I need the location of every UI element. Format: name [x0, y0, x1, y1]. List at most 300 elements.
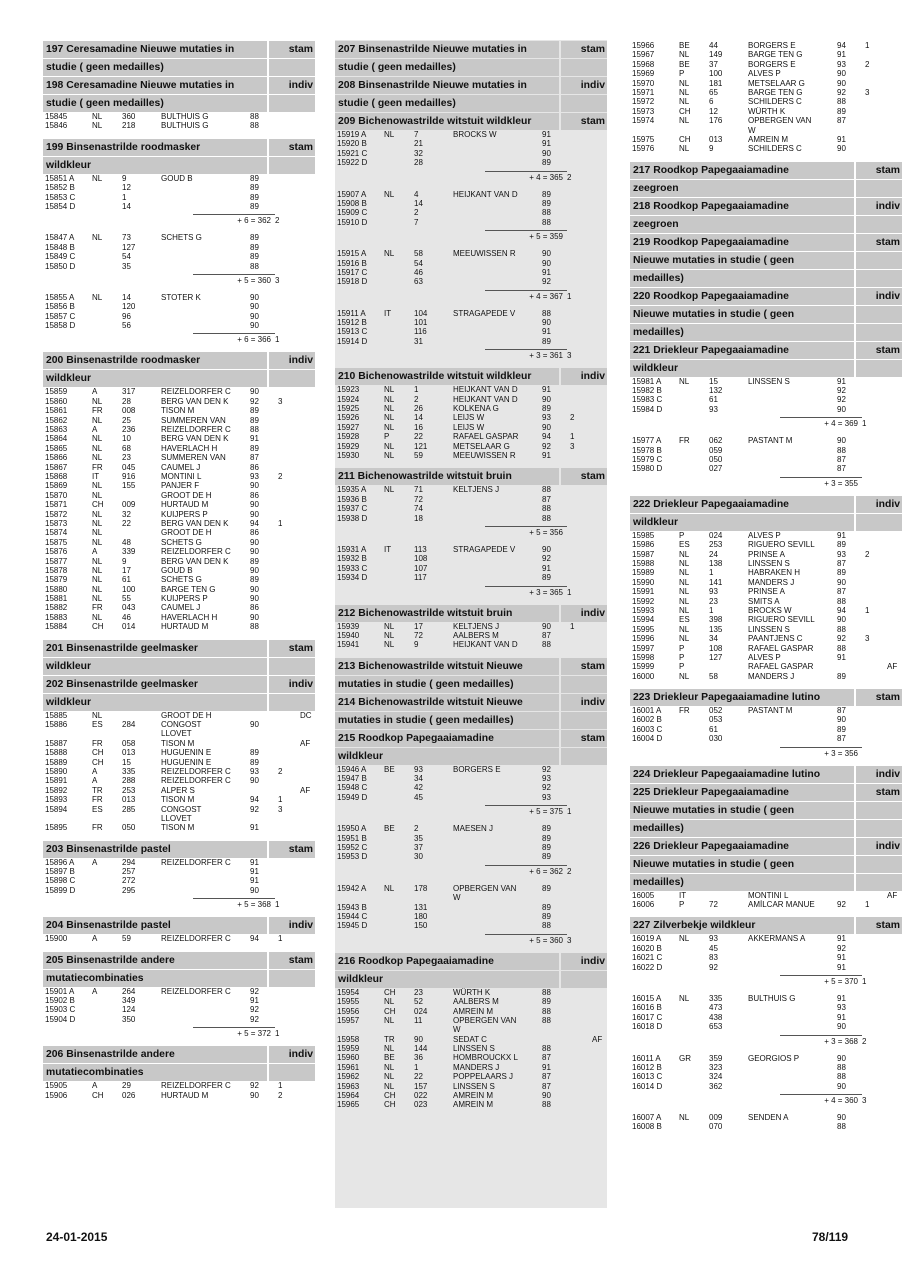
- exhibitor-name: [453, 921, 542, 930]
- entry-number: 15962: [337, 1072, 360, 1082]
- team-total: [335, 348, 607, 360]
- team-total: [43, 897, 315, 909]
- placing: [570, 573, 592, 582]
- award-code: [592, 834, 607, 843]
- team-placing: 2: [567, 172, 572, 182]
- placing: [865, 446, 887, 455]
- placing: [278, 575, 300, 584]
- country-code: CH: [92, 757, 104, 767]
- ring-number: 024: [414, 1006, 428, 1016]
- placing: [865, 662, 887, 671]
- entry-group: [43, 174, 315, 226]
- placing: [570, 451, 592, 460]
- country-code: A: [92, 425, 98, 435]
- placing: [570, 912, 592, 921]
- entry-row: [335, 640, 607, 649]
- points: 86: [250, 462, 259, 472]
- points: 90: [837, 78, 846, 88]
- entry-row: [43, 406, 315, 415]
- exhibitor-name: BORGERS E: [748, 59, 796, 69]
- award-code: [300, 528, 315, 537]
- entry-row: [335, 774, 607, 783]
- exhibitor-name: BARGE TEN G: [161, 584, 216, 594]
- award-code: [592, 640, 607, 649]
- country-code: NL: [384, 413, 395, 423]
- points: 87: [542, 1072, 551, 1082]
- award-code: AF: [592, 1034, 603, 1044]
- class-type-tag: stam: [856, 342, 902, 359]
- class-title: 217 Roodkop Papegaaiamadine: [630, 162, 854, 179]
- entry-row: [630, 464, 902, 473]
- points: 89: [542, 997, 551, 1007]
- placing: 2: [278, 766, 283, 776]
- placing: [278, 481, 300, 490]
- entry-row: [630, 116, 902, 125]
- class-title: 204 Binsenastrilde pastel: [43, 917, 267, 934]
- ring-number: 23: [122, 453, 131, 463]
- points: 90: [837, 715, 846, 725]
- ring-number: 22: [414, 432, 423, 442]
- award-code: [300, 748, 315, 757]
- award-code: [592, 793, 607, 802]
- entry-number: 15969: [632, 69, 655, 79]
- country-code: NL: [679, 97, 690, 107]
- entry-row: [335, 259, 607, 268]
- exhibitor-name: GROOT DE H: [161, 528, 212, 538]
- country-code: NL: [92, 121, 103, 131]
- points: 88: [837, 596, 846, 606]
- class-type-tag: indiv: [856, 288, 902, 305]
- country-code: IT: [679, 890, 687, 900]
- entry-number: 15909 C: [337, 208, 368, 218]
- points: 89: [250, 556, 259, 566]
- country-code: NL: [384, 249, 395, 259]
- exhibitor-name: SCHILDERS C: [748, 144, 802, 154]
- ring-number: 35: [414, 833, 423, 843]
- country-code: A: [92, 776, 98, 786]
- exhibitor-name: KELTJENS J: [453, 621, 500, 631]
- points: 89: [250, 575, 259, 585]
- exhibitor-name: [161, 886, 250, 895]
- placing: [865, 734, 887, 743]
- ring-number: 42: [414, 783, 423, 793]
- ring-number: 022: [414, 1091, 428, 1101]
- country-code: [679, 386, 709, 395]
- entry-number: 15941: [337, 640, 360, 650]
- entry-number: 15902 B: [45, 996, 75, 1006]
- award-code: [300, 720, 315, 729]
- entry-row: [335, 884, 607, 893]
- class-section: [43, 694, 315, 833]
- class-type-tag: stam: [561, 113, 607, 130]
- ring-number: 100: [709, 69, 723, 79]
- points: 90: [250, 594, 259, 604]
- entry-number: 15901 A: [45, 986, 75, 996]
- entry-number: 15968: [632, 59, 655, 69]
- class-section: [43, 640, 315, 657]
- exhibitor-name: KOLKENA G: [453, 404, 499, 414]
- class-title: wildkleur: [335, 748, 559, 765]
- country-code: FR: [92, 823, 103, 833]
- points: 89: [250, 242, 259, 252]
- entry-number: 15989: [632, 568, 655, 578]
- entry-row: [335, 130, 607, 139]
- placing: [570, 139, 592, 148]
- placing: [570, 997, 592, 1006]
- entry-group: [43, 987, 315, 1039]
- entry-row: [630, 734, 902, 743]
- award-code: [300, 1005, 315, 1014]
- award-code: [300, 406, 315, 415]
- exhibitor-name: BERG VAN DEN K: [161, 434, 229, 444]
- placing: [865, 953, 887, 962]
- entry-group: [43, 858, 315, 910]
- entry-row: [335, 139, 607, 148]
- exhibitor-name: LLOVET: [161, 813, 192, 823]
- country-code: FR: [679, 706, 690, 716]
- entry-row: [335, 1007, 607, 1016]
- class-title: 215 Roodkop Papegaaiamadine: [335, 730, 559, 747]
- ring-number: 132: [709, 386, 723, 396]
- entry-row: [43, 453, 315, 462]
- points: 90: [837, 144, 846, 154]
- entry-number: 15870: [45, 490, 68, 500]
- placing: [865, 891, 887, 900]
- points: 90: [250, 776, 259, 786]
- exhibitor-name: HAVERLACH H: [161, 443, 218, 453]
- ring-number: 023: [414, 1100, 428, 1110]
- class-type-tag: stam: [856, 162, 902, 179]
- entry-row: [43, 823, 315, 832]
- placing: [570, 504, 592, 513]
- placing: [278, 425, 300, 434]
- points: 90: [837, 615, 846, 625]
- class-title: wildkleur: [43, 157, 267, 174]
- entry-row: [43, 729, 315, 738]
- award-code: [592, 893, 607, 902]
- total-rule: [485, 865, 567, 866]
- ring-number: 120: [122, 302, 136, 312]
- entry-number: 15849 C: [45, 252, 76, 262]
- points: 90: [250, 481, 259, 491]
- class-header: [43, 77, 315, 94]
- country-code: [679, 1072, 709, 1081]
- points: 90: [542, 318, 551, 328]
- entry-row: [630, 531, 902, 540]
- exhibitor-name: ALPER S: [161, 785, 195, 795]
- entry-row: [630, 587, 902, 596]
- total-rule: [780, 417, 862, 418]
- class-type-tag: [561, 712, 607, 729]
- award-code: [592, 327, 607, 336]
- ring-number: 26: [414, 404, 423, 414]
- entry-group: [630, 531, 902, 681]
- ring-number: 93: [709, 934, 718, 944]
- entry-number: 15977 A: [632, 436, 662, 446]
- entry-row: [630, 953, 902, 962]
- entry-number: 16004 D: [632, 734, 663, 744]
- class-header: [630, 198, 902, 215]
- ring-number: 117: [414, 573, 427, 583]
- points: 93: [837, 59, 846, 69]
- exhibitor-name: HUGUENIN E: [161, 757, 212, 767]
- country-code: ES: [679, 615, 690, 625]
- award-code: [887, 126, 902, 135]
- entry-number: 15929: [337, 441, 360, 451]
- entry-number: 15904 D: [45, 1014, 76, 1024]
- team-placing: 2: [862, 1036, 867, 1046]
- class-header: [335, 368, 607, 385]
- country-code: NL: [679, 934, 690, 944]
- country-code: NL: [384, 1044, 395, 1054]
- class-type-tag: stam: [856, 689, 902, 706]
- class-header: [630, 856, 902, 873]
- class-header: [335, 658, 607, 675]
- award-code: [887, 405, 902, 414]
- award-code: [592, 1053, 607, 1062]
- team-total-score: + 3 = 368: [824, 1036, 858, 1046]
- entry-number: 15852 B: [45, 183, 75, 193]
- country-code: NL: [92, 481, 103, 491]
- entry-row: [43, 547, 315, 556]
- country-code: [92, 876, 122, 885]
- placing: [570, 834, 592, 843]
- entry-row: [335, 1053, 607, 1062]
- exhibitor-name: [453, 774, 542, 783]
- class-type-tag: indiv: [269, 917, 315, 934]
- entry-row: [43, 321, 315, 330]
- class-title: 202 Binsenastrilde geelmasker: [43, 676, 267, 693]
- placing: [278, 538, 300, 547]
- award-code: [300, 481, 315, 490]
- placing: [278, 193, 300, 202]
- entry-row: [335, 783, 607, 792]
- award-code: [887, 135, 902, 144]
- entry-number: 15875: [45, 537, 68, 547]
- country-code: NL: [679, 587, 690, 597]
- exhibitor-name: AKKERMANS A: [748, 934, 806, 944]
- entry-row: [335, 622, 607, 631]
- placing: [278, 622, 300, 631]
- exhibitor-name: HUGUENIN E: [161, 748, 212, 758]
- class-header: [43, 952, 315, 969]
- entry-row: [335, 158, 607, 167]
- country-code: NL: [679, 376, 690, 386]
- entry-number: 15851 A: [45, 173, 75, 183]
- exhibitor-name: [453, 912, 542, 921]
- exhibitor-name: ALVES P: [748, 530, 781, 540]
- entry-number: 15964: [337, 1091, 360, 1101]
- points: 93: [542, 413, 551, 423]
- class-title: 203 Binsenastrilde pastel: [43, 841, 267, 858]
- points: 91: [542, 130, 551, 139]
- award-code: [592, 1091, 607, 1100]
- award-code: [300, 121, 315, 130]
- points: 92: [837, 634, 846, 644]
- points: 90: [542, 148, 551, 158]
- class-type-tag: [269, 59, 315, 76]
- exhibitor-name: [161, 202, 250, 211]
- country-code: [384, 774, 414, 783]
- ring-number: 155: [122, 481, 136, 491]
- points: 91: [542, 267, 551, 277]
- country-code: NL: [92, 173, 103, 183]
- award-code: [592, 423, 607, 432]
- exhibitor-name: OPBERGEN VAN: [453, 1015, 517, 1025]
- points: 86: [250, 603, 259, 613]
- award-code: [592, 385, 607, 394]
- entry-number: 15906: [45, 1090, 68, 1100]
- points: 94: [837, 605, 846, 615]
- exhibitor-name: HEIJKANT VAN D: [453, 640, 518, 650]
- class-title: 197 Ceresamadine Nieuwe mutaties in: [43, 41, 267, 58]
- points: 91: [250, 434, 259, 444]
- class-section: [43, 658, 315, 675]
- points: 87: [837, 116, 846, 126]
- points: 90: [250, 387, 259, 397]
- entry-number: 15891: [45, 776, 68, 786]
- award-code: [300, 174, 315, 183]
- class-title: mutaties in studie ( geen medailles): [335, 676, 559, 693]
- placing: [865, 107, 887, 116]
- entry-number: 15995: [632, 624, 655, 634]
- ring-number: 58: [414, 249, 423, 259]
- class-section: [630, 306, 902, 323]
- placing: [570, 1035, 592, 1044]
- class-section: [335, 730, 607, 747]
- exhibitor-name: LINSSEN S: [748, 624, 790, 634]
- points: 88: [542, 640, 551, 650]
- award-code: [592, 218, 607, 227]
- entry-number: 15915 A: [337, 249, 367, 259]
- ring-number: 16: [414, 422, 423, 432]
- exhibitor-name: [453, 843, 542, 852]
- entry-row: [630, 1122, 902, 1131]
- points: 91: [542, 139, 551, 149]
- points: 87: [837, 558, 846, 568]
- placing: [865, 69, 887, 78]
- team-total-score: + 3 = 365: [529, 587, 563, 597]
- exhibitor-name: AMREIN M: [453, 1091, 493, 1101]
- entry-row: [43, 193, 315, 202]
- exhibitor-name: W: [748, 125, 756, 135]
- points: 89: [250, 233, 259, 243]
- exhibitor-name: BROCKS W: [748, 605, 792, 615]
- award-code: [887, 116, 902, 125]
- ring-number: 96: [122, 311, 131, 321]
- entry-number: 16000: [632, 671, 655, 681]
- entry-number: 16012 B: [632, 1062, 662, 1072]
- entry-row: [43, 472, 315, 481]
- team-placing: 1: [567, 807, 572, 817]
- award-code: [300, 547, 315, 556]
- ring-number: 32: [122, 509, 131, 519]
- award-code: [887, 377, 902, 386]
- points: 88: [542, 504, 551, 514]
- ring-number: 360: [122, 112, 136, 121]
- exhibitor-name: [161, 302, 250, 311]
- exhibitor-name: OPBERGEN VAN: [748, 116, 812, 126]
- ring-number: 31: [414, 336, 423, 346]
- country-code: NL: [384, 394, 395, 404]
- award-code: [887, 386, 902, 395]
- entry-number: 16002 B: [632, 715, 662, 725]
- points: 91: [542, 327, 551, 337]
- team-total: [335, 864, 607, 876]
- entry-row: [43, 233, 315, 242]
- team-placing: 1: [567, 587, 572, 597]
- entry-row: [43, 786, 315, 795]
- exhibitor-name: MEEUWISSEN R: [453, 450, 516, 460]
- country-code: [384, 504, 414, 513]
- country-code: GR: [679, 1053, 691, 1063]
- points: 92: [542, 783, 551, 793]
- placing: [278, 453, 300, 462]
- entry-number: 15928: [337, 432, 360, 442]
- entry-row: [43, 293, 315, 302]
- entry-number: 15880: [45, 584, 68, 594]
- exhibitor-name: PRINSE A: [748, 587, 785, 597]
- entry-group: [335, 190, 607, 242]
- country-code: [384, 495, 414, 504]
- entry-number: 15868: [45, 471, 68, 481]
- points: 91: [837, 134, 846, 144]
- class-title: 225 Driekleur Papegaaiamadine: [630, 784, 854, 801]
- entry-row: [43, 1091, 315, 1100]
- points: 91: [542, 385, 551, 395]
- points: 91: [250, 867, 259, 877]
- placing: [865, 963, 887, 972]
- entry-number: 15957: [337, 1015, 360, 1025]
- class-section: [335, 953, 607, 970]
- country-code: NL: [92, 415, 103, 425]
- entry-group: [43, 387, 315, 631]
- award-code: [592, 249, 607, 258]
- ring-number: 14: [414, 198, 423, 208]
- award-code: [300, 434, 315, 443]
- ring-number: 55: [122, 594, 131, 604]
- placing: [865, 1082, 887, 1091]
- entry-row: [630, 550, 902, 559]
- country-code: NL: [92, 233, 103, 243]
- exhibitor-name: ALVES P: [748, 652, 781, 662]
- class-section: [335, 113, 607, 360]
- ring-number: 36: [414, 1053, 423, 1063]
- entry-number: 15860: [45, 396, 68, 406]
- class-title: studie ( geen medailles): [43, 59, 267, 76]
- ring-number: 46: [122, 612, 131, 622]
- entry-row: [335, 423, 607, 432]
- entry-row: [43, 858, 315, 867]
- class-title: 207 Binsenastrilde Nieuwe mutaties in: [335, 41, 559, 58]
- entry-number: 16021 C: [632, 953, 663, 963]
- points: 92: [542, 764, 551, 774]
- exhibitor-name: [748, 944, 837, 953]
- placing: [570, 852, 592, 861]
- ring-number: 30: [414, 852, 423, 862]
- points: 90: [837, 404, 846, 414]
- country-code: NL: [384, 630, 395, 640]
- total-rule: [485, 230, 567, 231]
- entry-row: [335, 1025, 607, 1034]
- entry-number: 15921 C: [337, 148, 368, 158]
- country-code: [384, 218, 414, 227]
- entry-row: [43, 1015, 315, 1024]
- class-title: 210 Bichenowastrilde witstuit wildkleur: [335, 368, 559, 385]
- points: 88: [837, 445, 846, 455]
- ring-number: 21: [414, 139, 423, 149]
- class-type-tag: stam: [856, 784, 902, 801]
